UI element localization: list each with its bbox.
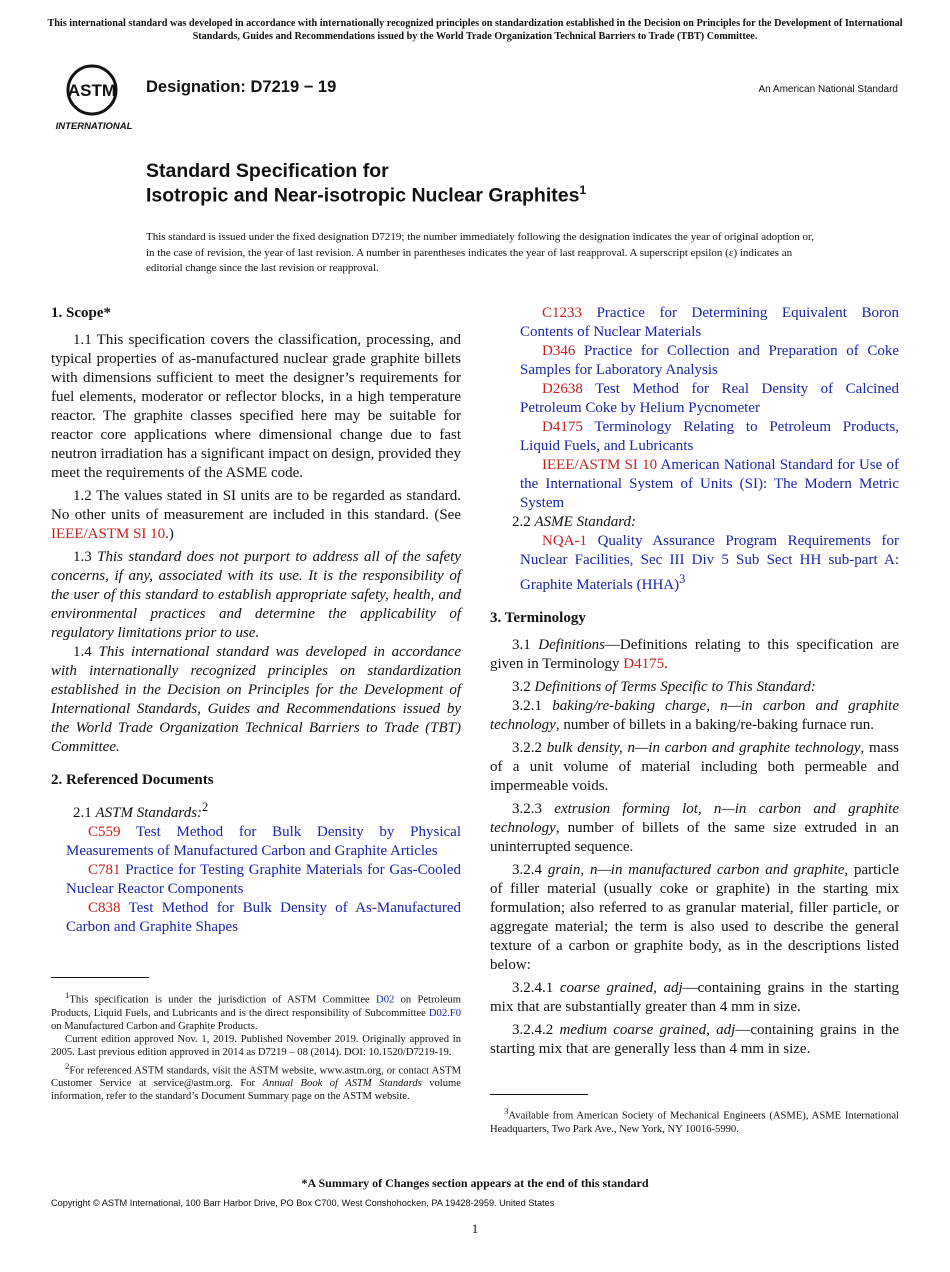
reference-item[interactable]: C559 Test Method for Bulk Density by Physical Measurements of Manufactured Carbon and Graphite Articles — [66, 824, 461, 859]
asme-reference-list — [490, 532, 899, 595]
summary-of-changes-note: *A Summary of Changes section appears at the end of this standard — [301, 1176, 649, 1190]
link-ieee-astm-si-10[interactable]: IEEE/ASTM SI 10 — [51, 526, 166, 542]
paragraph-1-4: 1.4 This international standard was developed in accordance with internationally recognized principles on standardization established in the Decision on Principles for the Development of International Standards, Guides and Recommendations issued by the World Trade Organization Technical Barriers to Trade (TBT) Committee. — [51, 644, 462, 755]
footnote-divider-left — [51, 977, 149, 978]
paragraph-3-2-1: 3.2.1 baking/re-baking charge, n—in carbon and graphite technology, number of billets in a baking/re-baking furnace run. — [490, 698, 900, 733]
title-line-2: Isotropic and Near-isotropic Nuclear Graphites$^1$ — [146, 183, 587, 207]
paragraph-3-2-4: 3.2.4 grain, n—in manufactured carbon and graphite, particle of filler material (usually coke or graphite) in the starting mix formulation; also referred to as granular material, filler particle, or aggregate material; the term is also used to describe the general texture of a carbon or graphite body, as in the descriptions listed below: — [490, 862, 899, 973]
reference-item[interactable]: NQA-1 Quality Assurance Program Requirements for Nuclear Facilities, Sec III Div 5 Sub Sect HH sub-part A: Graphite Materials (HHA)$^3$ — [520, 533, 899, 593]
reference-list-right — [490, 304, 899, 513]
copyright: Copyright © ASTM International, 100 Barr Harbor Drive, PO Box C700, West Conshohocken, PA 19428-2959. United States — [51, 1198, 555, 1208]
terminology-heading: 3. Terminology — [490, 610, 586, 626]
reference-item[interactable]: D4175 Terminology Relating to Petroleum Products, Liquid Fuels, and Lubricants — [520, 419, 899, 454]
international-standard-notice: This international standard was developed in accordance with internationally recognized principles on standardization established in the Decision on Principles for the Development of International Standards, Guides and Recommendations issued by the World Trade Organization Technical Barriers to Trade (TBT) Committee. — [47, 18, 903, 42]
paragraph-1-1: 1.1 This specification covers the classification, processing, and typical properties of as-manufactured nuclear grade graphite billets with dimensions sufficient to meet the designer’s requirements for fuel elements, moderator or reflector blocks, in a high temperature reactor. The graphite classes specified here may be suitable for reactor core applications where dimensional change due to fast neutron irradiation has a significant impact on design, provided they meet the requirements of the ASME code. — [51, 332, 461, 481]
title-footnote-mark: 1 — [579, 183, 587, 197]
designation: Designation: D7219 − 19 — [146, 78, 337, 96]
footnote-2: $^2$For referenced ASTM standards, visit the ASTM website, www.astm.org, or contact ASTM Customer Service at service@astm.org. For Annual Book of ASTM Standards volume information, refer to the standard’s Document Summary page on the ASTM website. — [51, 1060, 461, 1103]
paragraph-3-2: 3.2 Definitions of Terms Specific to This Standard: — [512, 679, 816, 695]
referenced-documents-heading: 2. Referenced Documents — [51, 772, 214, 788]
page-number: 1 — [471, 1221, 479, 1236]
astm-logo — [54, 60, 134, 132]
svg-text:INTERNATIONAL: INTERNATIONAL — [55, 121, 133, 132]
paragraph-1-2: 1.2 The values stated in SI units are to be regarded as standard. No other units of measurement are included in this standard. (See IEEE/ASTM SI 10.) — [51, 488, 461, 542]
paragraph-3-2-2: 3.2.2 bulk density, n—in carbon and graphite technology, mass of a unit volume of material including both permeable and impermeable voids. — [490, 740, 899, 794]
title-line-1: Standard Specification for — [146, 160, 389, 182]
reference-item[interactable]: IEEE/ASTM SI 10 American National Standard for Use of the International System of Units (SI): The Modern Metric System — [520, 457, 899, 511]
left-column — [51, 304, 461, 937]
link-d02-f0[interactable]: D02.F0 — [428, 1007, 461, 1019]
reference-item[interactable]: C1233 Practice for Determining Equivalent Boron Contents of Nuclear Materials — [520, 305, 899, 340]
reference-item[interactable]: D2638 Test Method for Real Density of Calcined Petroleum Coke by Helium Pycnometer — [520, 381, 899, 416]
american-national-standard-label: An American National Standard — [758, 84, 898, 95]
footnote-divider-right — [490, 1094, 588, 1095]
link-d02[interactable]: D02 — [376, 994, 395, 1006]
paragraph-3-2-4-1: 3.2.4.1 coarse grained, adj—containing grains in the starting mix that are substantially greater than 4 mm in size. — [490, 980, 900, 1015]
svg-text:ASTM: ASTM — [67, 81, 117, 100]
reference-list-left — [51, 823, 461, 937]
paragraph-3-2-3: 3.2.3 extrusion forming lot, n—in carbon and graphite technology, number of billets of the same size extruded in an uninterrupted sequence. — [490, 801, 899, 855]
footnotes-left — [51, 989, 461, 1104]
footnote-1: $^1$This specification is under the jurisdiction of ASTM Committee D02 on Petroleum Products, Liquid Fuels, and Lubricants and is the direct responsibility of Subcommittee D02.F0 on Manufactured Carbon and Graphite Products. — [51, 990, 461, 1032]
paragraph-3-1: 3.1 Definitions—Definitions relating to this specification are given in Terminology D4175. — [490, 637, 899, 672]
paragraph-1-3: 1.3 This standard does not purport to address all of the safety concerns, if any, associated with its use. It is the responsibility of the user of this standard to establish appropriate safety, health, and environmental practices and determine the applicability of regulatory limitations prior to use. — [51, 549, 462, 641]
asme-standard-label: 2.2 ASME Standard: — [512, 514, 637, 530]
reference-item[interactable]: D346 Practice for Collection and Preparation of Coke Samples for Laboratory Analysis — [520, 343, 900, 378]
paragraph-3-2-4-2: 3.2.4.2 medium coarse grained, adj—containing grains in the starting mix that are generally less than 4 mm in size. — [490, 1022, 900, 1057]
issued-note: This standard is issued under the fixed designation D7219; the number immediately following the designation indicates the year of original adoption or, in the case of revision, the year of last revision. A number in parentheses indicates the year of last reapproval. A superscript epsilon (ε) indicates an editorial change since the last revision or reapproval. — [146, 231, 814, 274]
scope-heading: 1. Scope* — [51, 305, 111, 321]
reference-item[interactable]: C838 Test Method for Bulk Density of As-Manufactured Carbon and Graphite Shapes — [66, 900, 461, 935]
footnotes-right — [490, 1105, 899, 1136]
right-column — [490, 304, 899, 1059]
reference-item[interactable]: C781 Practice for Testing Graphite Materials for Gas-Cooled Nuclear Reactor Components — [66, 862, 462, 897]
footnote-edition: Current edition approved Nov. 1, 2019. Published November 2019. Originally approved in 2005. Last previous edition approved in 2014 as D7219 – 08 (2014). DOI: 10.1520/D7219-19. — [51, 1034, 461, 1059]
footnote-3: $^3$Available from American Society of Mechanical Engineers (ASME), ASME International Headquarters, Two Park Ave., New York, NY 10016-5990. — [490, 1106, 899, 1135]
link-d4175[interactable]: D4175 — [623, 656, 665, 672]
astm-standards-label: 2.1 ASTM Standards:$^2$ — [73, 800, 209, 821]
